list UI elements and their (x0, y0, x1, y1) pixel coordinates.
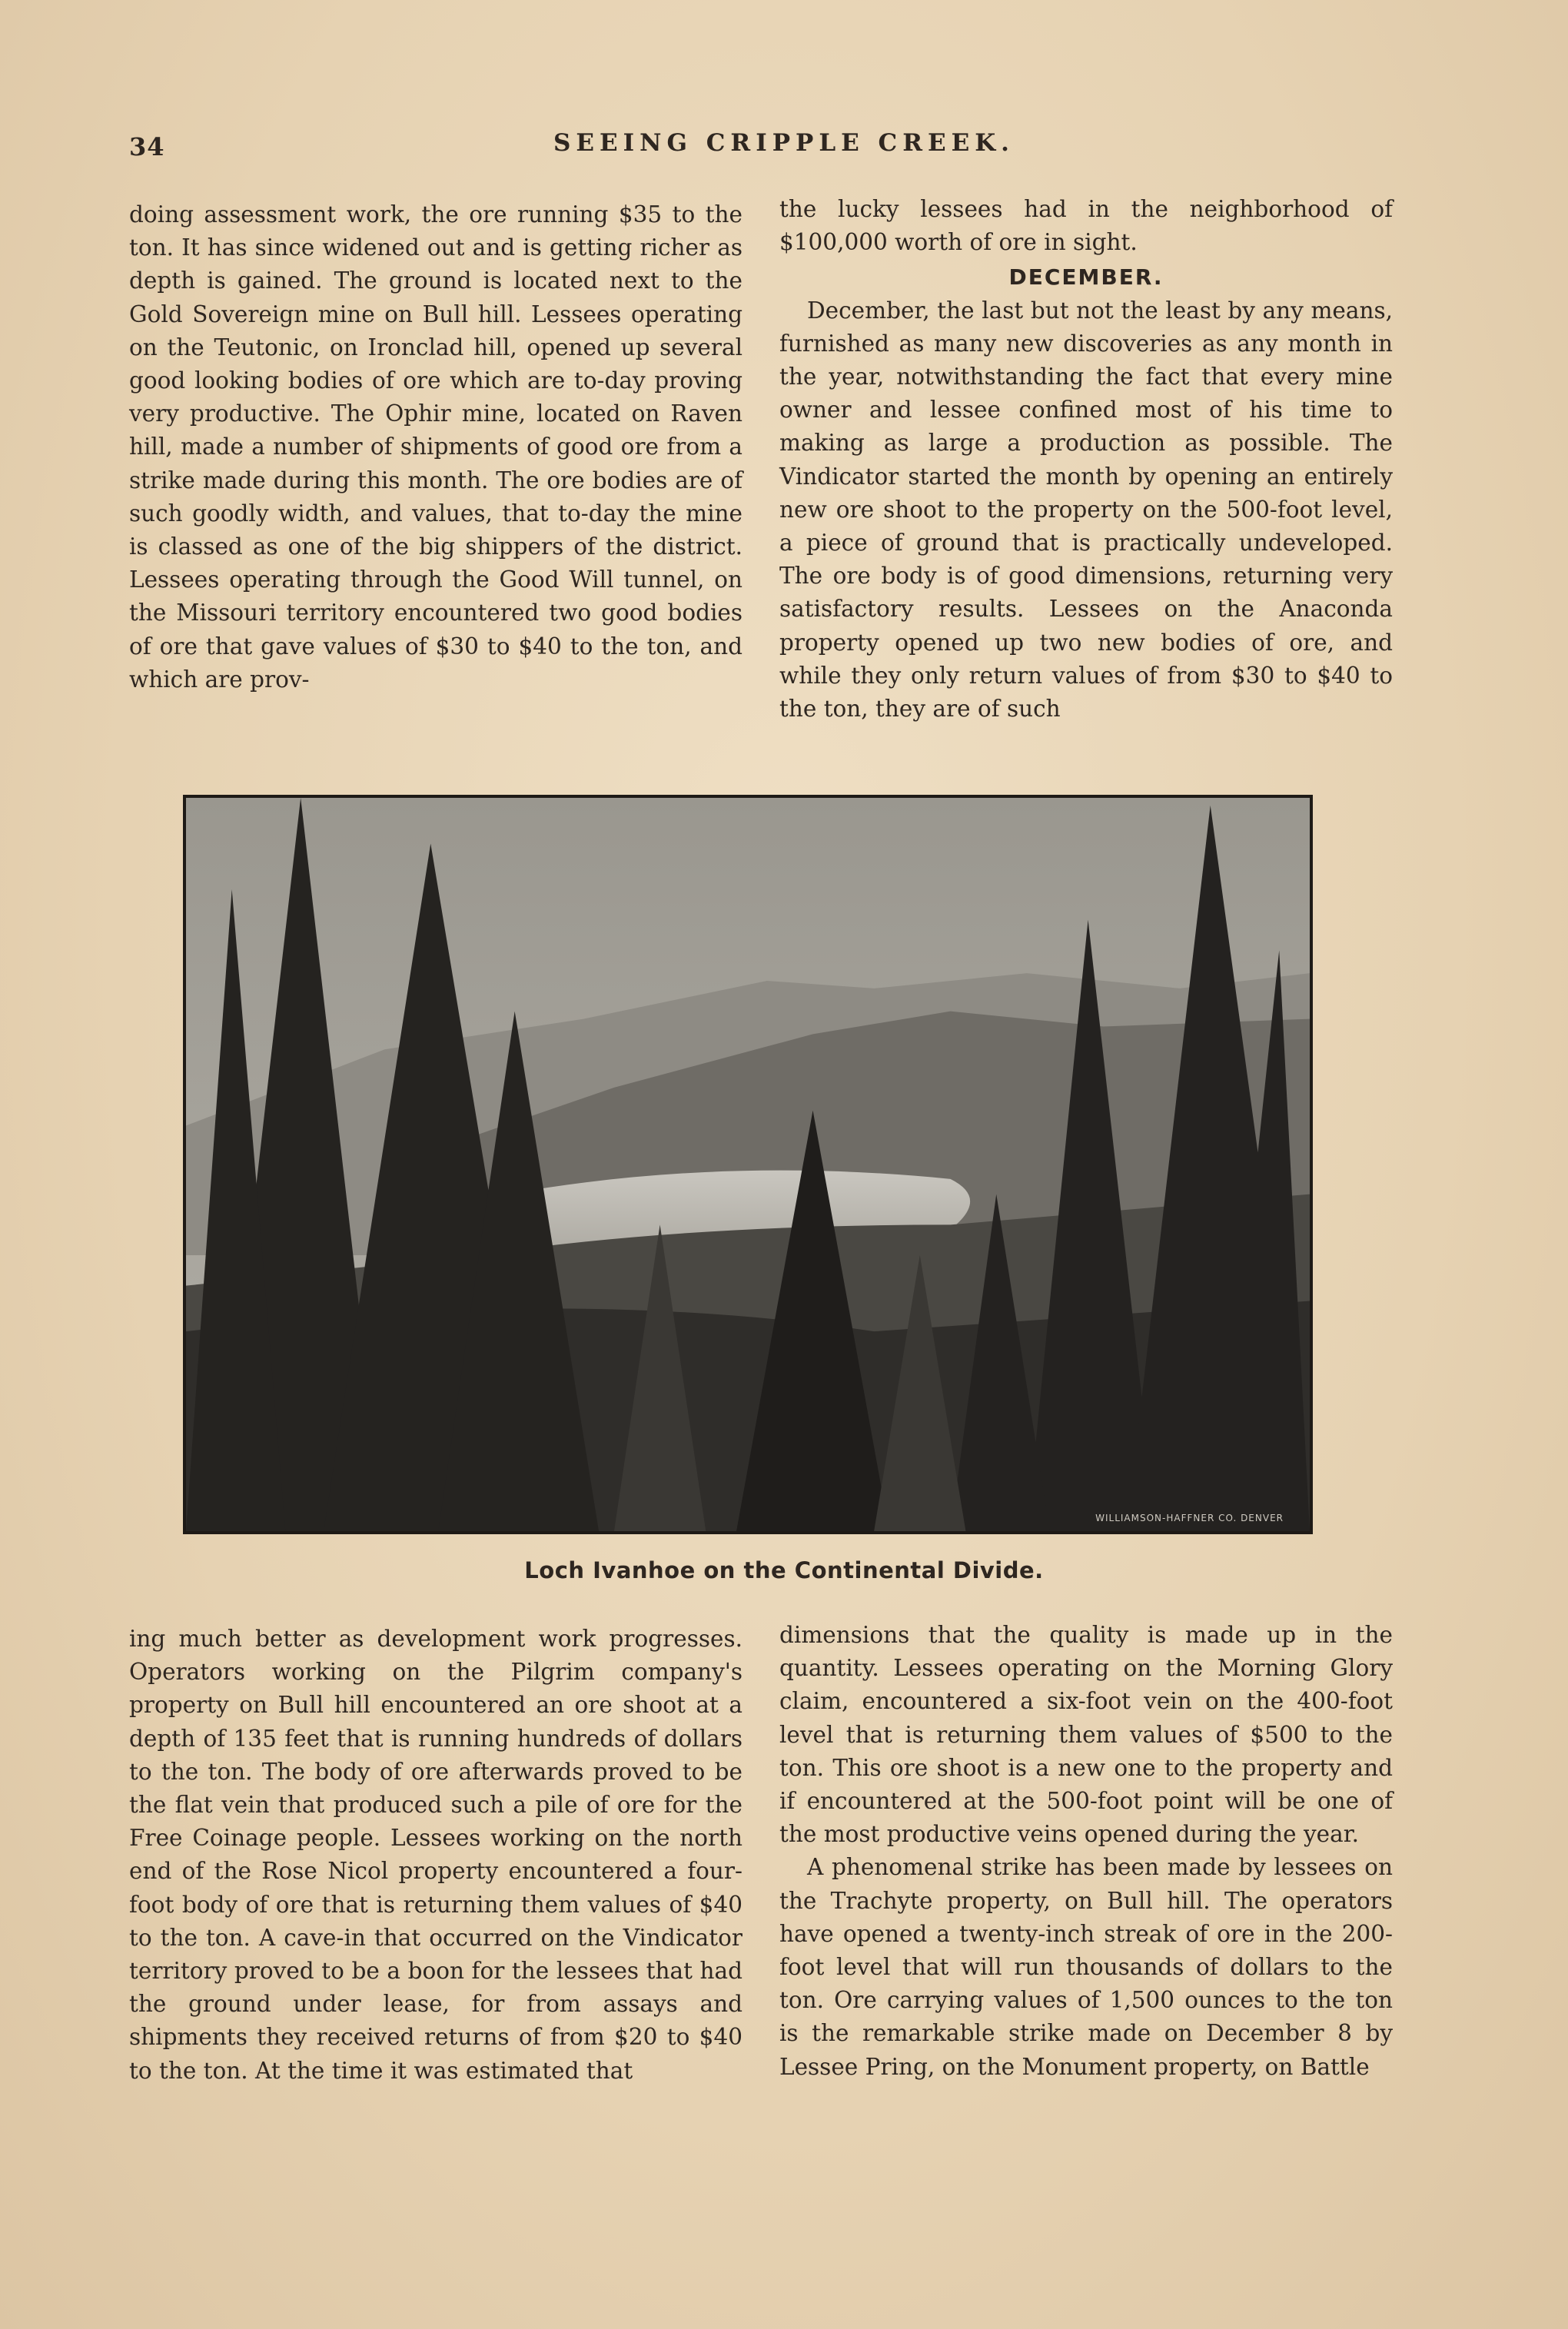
figure-caption: Loch Ivanhoe on the Continental Divide. (524, 1557, 1044, 1583)
text-column-bottom-right (779, 1619, 1393, 2084)
landscape-photo (183, 795, 1313, 1534)
text-column-top-right (779, 193, 1393, 726)
section-heading-december: DECEMBER. (1008, 264, 1164, 291)
paragraph: the lucky lessees had in the neighborhood of $100,000 worth of ore in sight. (779, 196, 1393, 256)
paragraph: dimensions that the quality is made up in the quantity. Lessees operating on the Morning Glory claim, encountered a six-foot vein on the 400-foot level that is returning them values of $500 to the ton. This ore shoot is a new one to the property and if encountered at the 500-foot point will be one of the most productive veins opened during the year. (779, 1622, 1393, 1848)
paragraph: A phenomenal strike has been made by lessees on the Trachyte property, on Bull hill. The operators have opened a twenty-inch streak of ore in the 200-foot level that will run thousands of dollars to the ton. Ore carrying values of 1,500 ounces to the ton is the remarkable strike made on December 8 by Lessee Pring, on the Monument property, on Battle (779, 1854, 1393, 2080)
paragraph: December, the last but not the least by any means, furnished as many new discoveries as any month in the year, notwithstanding the fact that every mine owner and lessee confined most of his time to making as large a production as possible. The Vindicator started the month by opening an entirely new ore shoot to the property on the 500-foot level, a piece of ground that is practically undeveloped. The ore body is of good dimensions, returning very satisfactory results. Lessees on the Anaconda property opened up two new bodies of ore, and while they only return values of from $30 to $40 to the ton, they are of such (779, 297, 1393, 723)
running-head: SEEING CRIPPLE CREEK. (553, 129, 1015, 157)
text-column-bottom-left (129, 1623, 742, 2088)
page-number: 34 (129, 132, 165, 161)
photo-credit: WILLIAMSON-HAFFNER CO. DENVER (1095, 1513, 1284, 1523)
paragraph: ing much better as development work progresses. Operators working on the Pilgrim company's property on Bull hill encountered an ore shoot at a depth of 135 feet that is running hundreds of dollars to the ton. The body of ore afterwards proved to be the flat vein that produced such a pile of ore for the Free Coinage people. Lessees working on the north end of the Rose Nicol property encountered a four-foot body of ore that is returning them values of $40 to the ton. A cave-in that occurred on the Vindicator territory proved to be a boon for the lessees that had the ground under lease, for from assays and shipments they received returns of from $20 to $40 to the ton. At the time it was estimated that (129, 1626, 742, 2084)
paragraph: doing assessment work, the ore running $35 to the ton. It has since widened out and is getting richer as depth is gained. The ground is located next to the Gold Sovereign mine on Bull hill. Lessees operating on the Teutonic, on Ironclad hill, opened up several good looking bodies of ore which are to-day proving very productive. The Ophir mine, located on Raven hill, made a number of shipments of good ore from a strike made during this month. The ore bodies are of such goodly width, and values, that to-day the mine is classed as one of the big shippers of the district. Lessees operating through the Good Will tunnel, on the Missouri territory encountered two good bodies of ore that gave values of $30 to $40 to the ton, and which are prov- (129, 201, 742, 693)
text-column-top-left (129, 198, 742, 696)
forest-lake-image (186, 798, 1310, 1531)
